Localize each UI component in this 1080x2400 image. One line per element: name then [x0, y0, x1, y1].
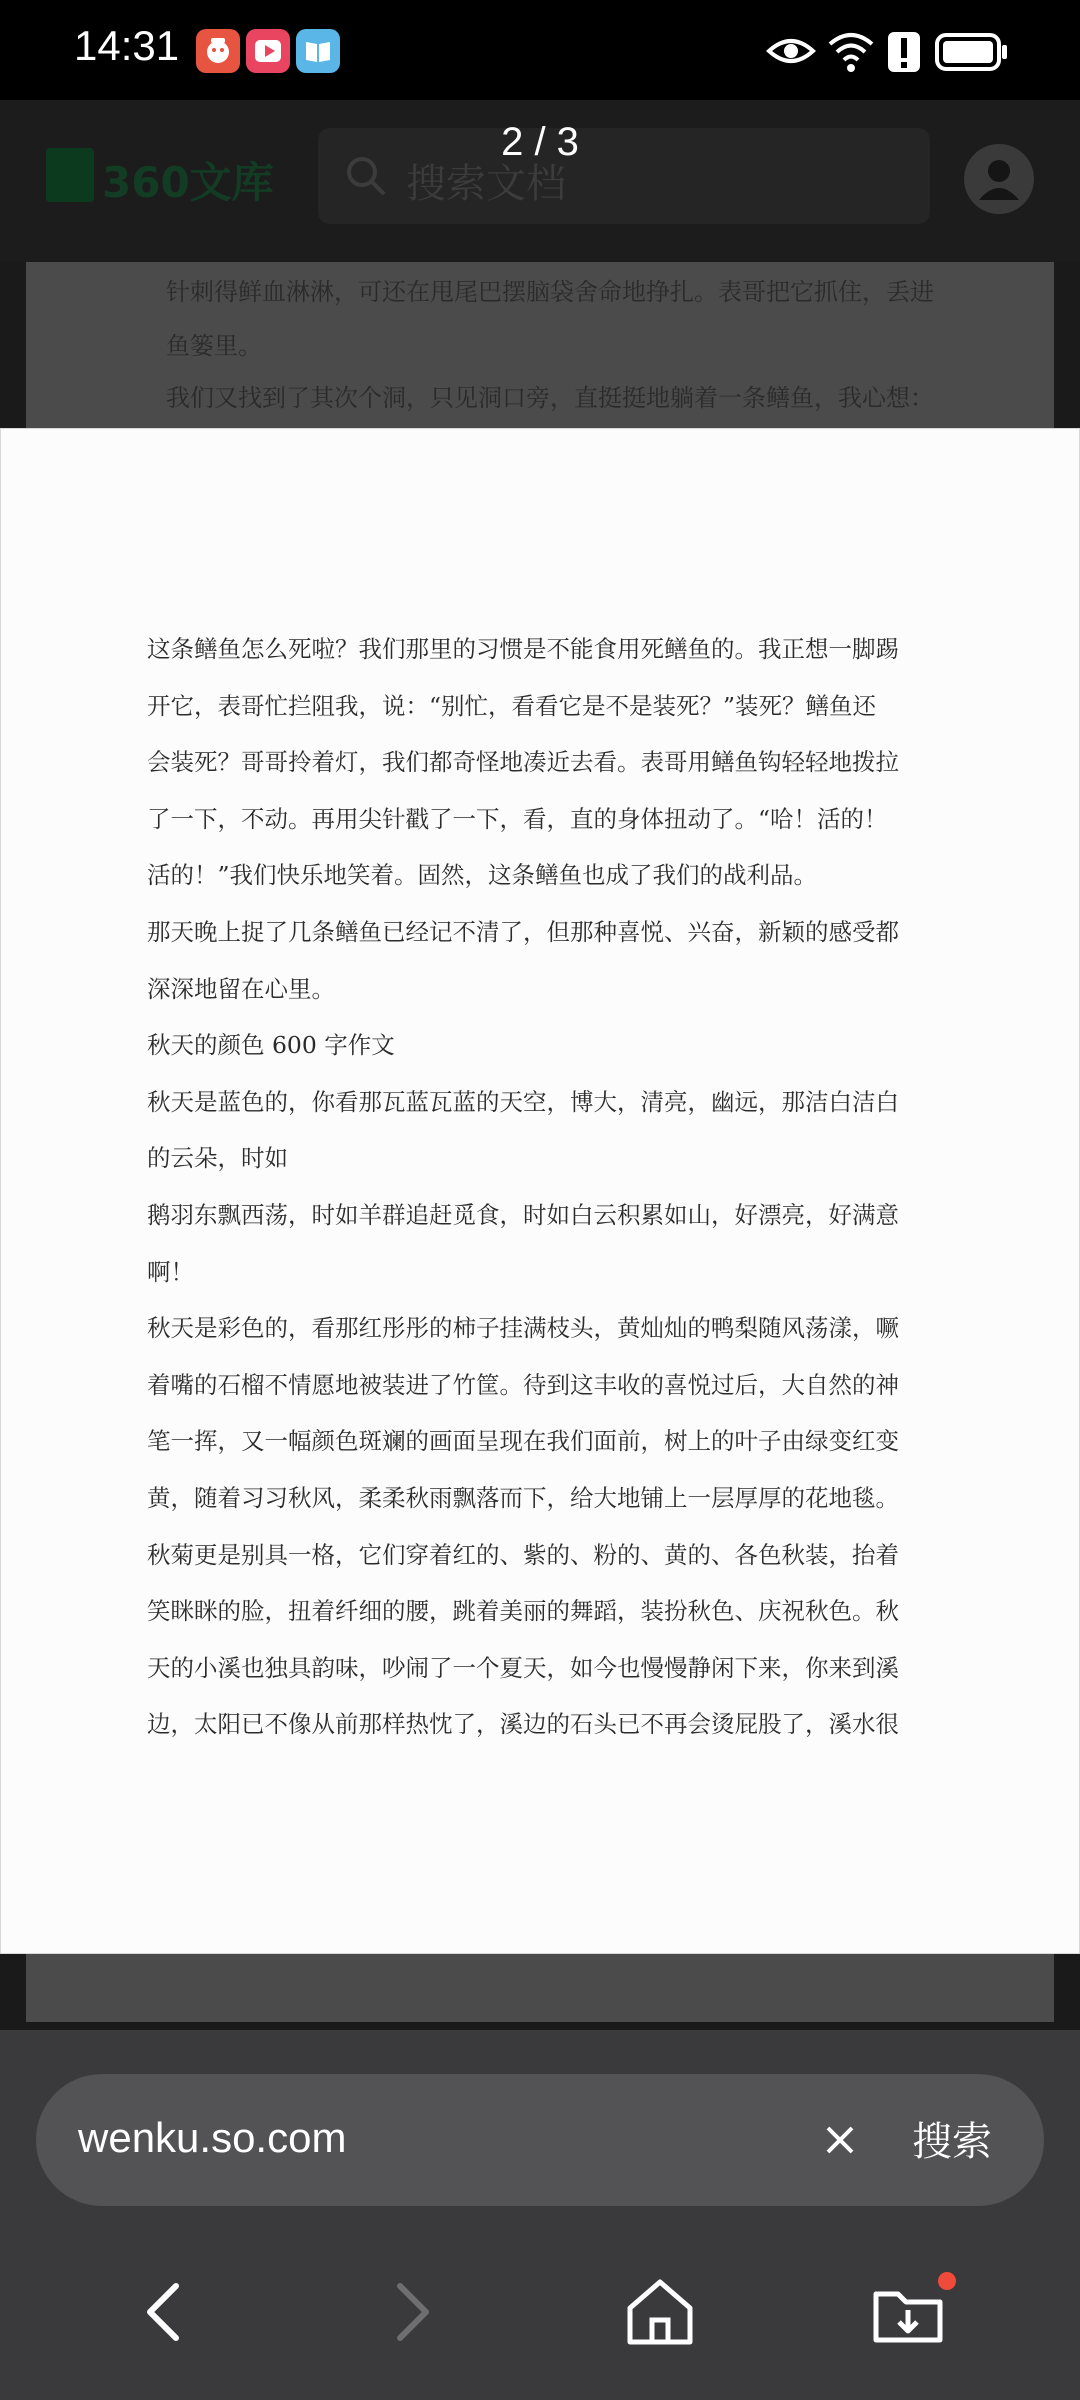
document-line: 天的小溪也独具韵味，吵闹了一个夏天，如今也慢慢静闲下来，你来到溪 — [147, 1653, 899, 1682]
document-line: 鹅羽东飘西荡，时如羊群追赶觅食，时如白云积累如山，好漂亮，好满意 — [147, 1200, 899, 1229]
document-line: 边，太阳已不像从前那样热忱了，溪边的石头已不再会烫屁股了，溪水很 — [147, 1710, 899, 1739]
downloads-button[interactable] — [868, 2272, 948, 2352]
document-line: 秋天是彩色的，看那红彤彤的柿子挂满枝头，黄灿灿的鸭梨随风荡漾，噘 — [147, 1314, 899, 1343]
notification-badge — [938, 2272, 956, 2290]
search-button[interactable]: 搜索 — [912, 2119, 992, 2165]
document-line: 开它，表哥忙拦阻我，说：“别忙，看看它是不是装死？”装死？鳝鱼还 — [147, 691, 877, 720]
document-line: 秋菊更是别具一格，它们穿着红的、紫的、粉的、黄的、各色秋装，抬着 — [147, 1540, 899, 1569]
wifi-icon — [826, 26, 876, 80]
clear-button[interactable] — [810, 2110, 870, 2170]
document-line: 秋天是蓝色的，你看那瓦蓝瓦蓝的天空，博大，清亮，幽远，那洁白洁白 — [147, 1087, 899, 1116]
notification-app-icon — [196, 29, 240, 73]
address-panel — [0, 2030, 1080, 2206]
document-line: 笔一挥，又一幅颜色斑斓的画面呈现在我们面前，树上的叶子由绿变红变 — [147, 1427, 899, 1456]
document-text — [147, 621, 947, 1753]
forward-icon — [370, 2272, 450, 2352]
clock: 14:31 — [74, 22, 180, 69]
site-search-placeholder: 搜索文档 — [406, 161, 566, 207]
video-app-icon — [246, 29, 290, 73]
downloads-icon — [868, 2272, 948, 2352]
document-line: 黄，随着习习秋风，柔柔秋雨飘落而下，给大地铺上一层厚厚的花地毯。 — [147, 1483, 899, 1512]
status-bar — [0, 0, 1080, 100]
document-line: 那天晚上捉了几条鳝鱼已经记不清了，但那种喜悦、兴奋，新颖的感受都 — [147, 917, 899, 946]
url-text[interactable]: wenku.so.com — [78, 2114, 347, 2161]
document-line: 了一下，不动。再用尖针戳了一下，看，直的身体扭动了。“哈！活的！ — [147, 804, 888, 833]
battery-icon — [934, 26, 1010, 80]
reader-app-icon — [296, 29, 340, 73]
document-line: 笑眯眯的脸，扭着纤细的腰，跳着美丽的舞蹈，装扮秋色、庆祝秋色。秋 — [147, 1597, 899, 1626]
background-text-line: 我们又找到了其次个洞，只见洞口旁，直挺挺地躺着一条鳝鱼，我心想： — [166, 384, 934, 412]
background-text-line: 针刺得鲜血淋淋，可还在甩尾巴摆脑袋舍命地挣扎。表哥把它抓住，丢进 — [166, 278, 934, 306]
document-line: 活的！”我们快乐地笑着。固然，这条鳝鱼也成了我们的战利品。 — [147, 861, 818, 890]
url-field[interactable] — [36, 2074, 1044, 2206]
home-icon — [620, 2272, 700, 2352]
eye-comfort-icon — [766, 26, 816, 80]
home-button[interactable] — [620, 2272, 700, 2352]
document-line: 会装死？哥哥拎着灯，我们都奇怪地凑近去看。表哥用鳝鱼钩轻轻地拨拉 — [147, 748, 899, 777]
back-icon — [126, 2272, 206, 2352]
document-line: 深深地留在心里。 — [147, 974, 335, 1003]
document-page-viewer[interactable] — [0, 428, 1080, 1954]
bottom-nav-bar — [0, 2206, 1080, 2400]
background-text-line: 鱼篓里。 — [166, 332, 262, 360]
alert-icon — [886, 26, 922, 80]
document-line: 的云朵，时如 — [147, 1144, 288, 1173]
document-line: 这条鳝鱼怎么死啦？我们那里的习惯是不能食用死鳝鱼的。我正想一脚踢 — [147, 635, 899, 663]
page-counter: 2 / 3 — [501, 120, 579, 164]
document-line: 秋天的颜色 600 字作文 — [147, 1031, 395, 1060]
document-line: 啊！ — [147, 1257, 194, 1286]
back-button[interactable] — [126, 2272, 206, 2352]
forward-button[interactable] — [370, 2272, 450, 2352]
close-icon — [810, 2110, 870, 2170]
document-line: 着嘴的石榴不情愿地被装进了竹筐。待到这丰收的喜悦过后，大自然的神 — [147, 1370, 899, 1399]
site-logo-text: 360文库 — [102, 158, 274, 207]
